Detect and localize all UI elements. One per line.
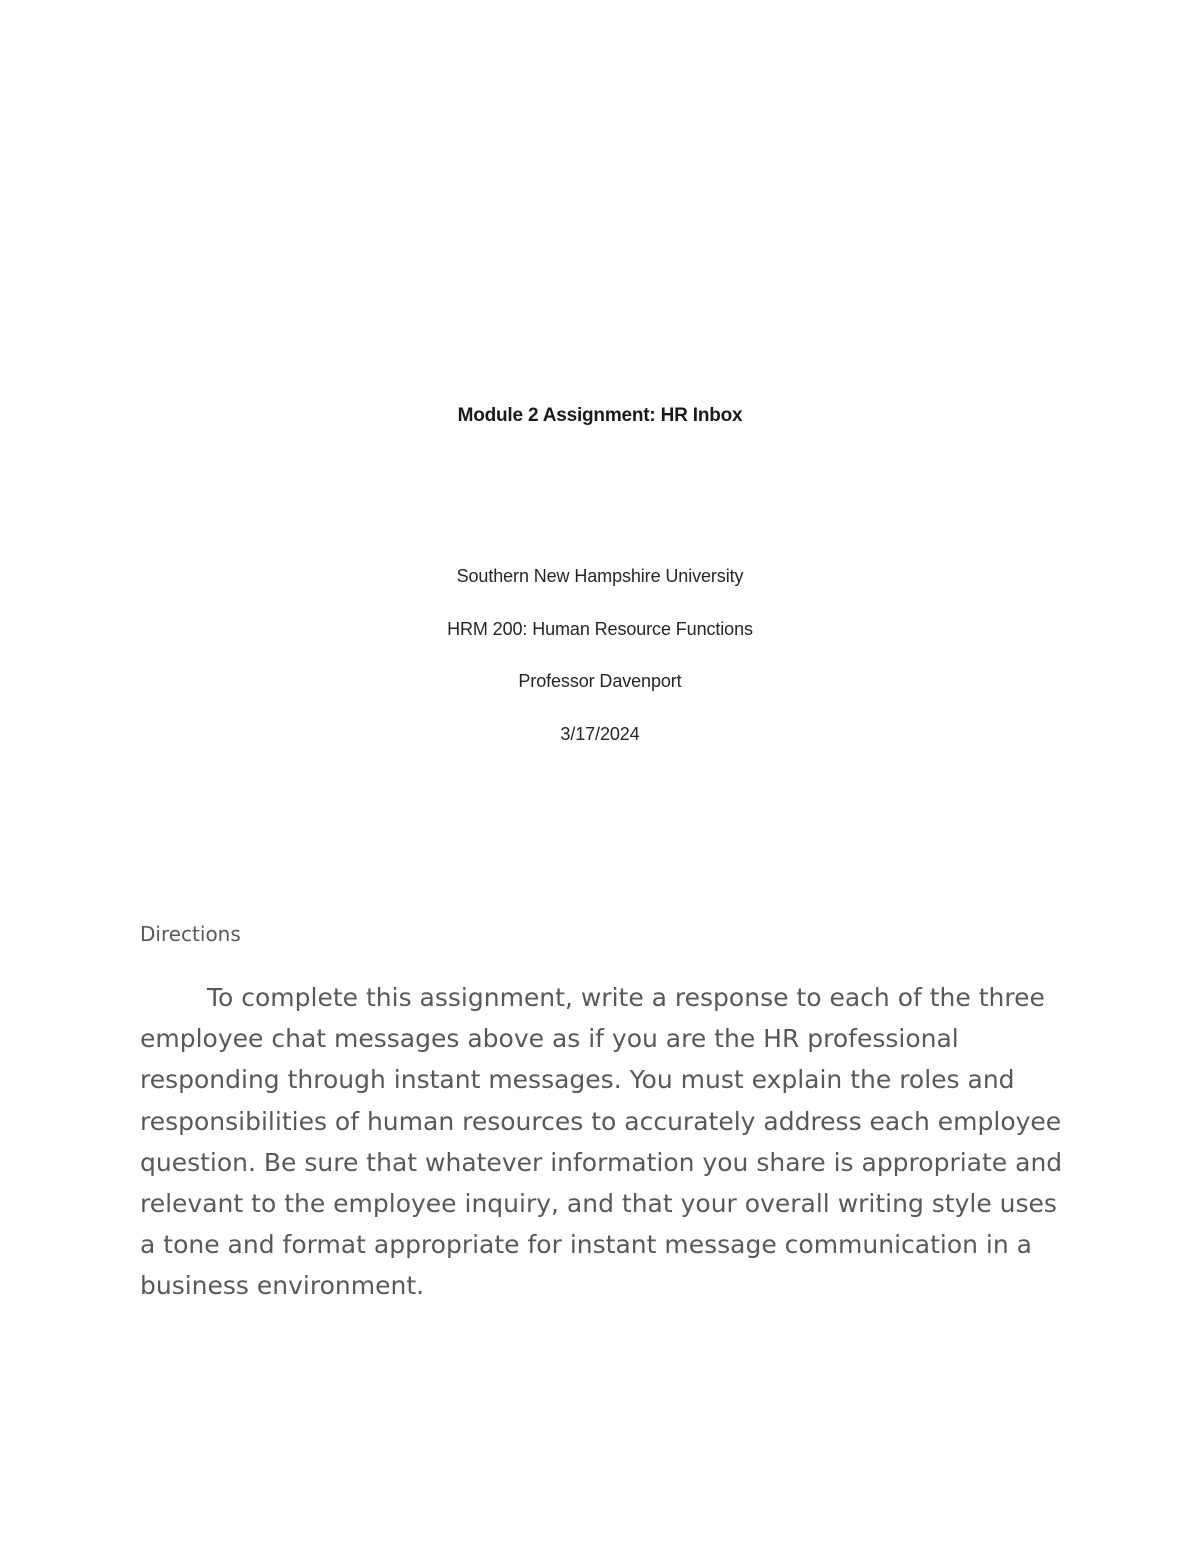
course-line: HRM 200: Human Resource Functions <box>447 619 753 639</box>
professor-line: Professor Davenport <box>518 671 682 691</box>
directions-paragraph: To complete this assignment, write a response to each of the three employee chat messages above as if you are the HR professional responding through instant messages. You must explain the roles and responsibilities of human resources to accurately address each employee question. Be sure that whatever information you share is appropriate and relevant to the employee inquiry, and that your overall writing style uses a tone and format appropriate for instant message communication in a business environment. <box>140 983 1063 1301</box>
document-title: Module 2 Assignment: HR Inbox <box>457 405 743 426</box>
university-line: Southern New Hampshire University <box>456 566 744 586</box>
directions-heading: Directions <box>140 922 241 946</box>
date-line: 3/17/2024 <box>560 724 640 744</box>
